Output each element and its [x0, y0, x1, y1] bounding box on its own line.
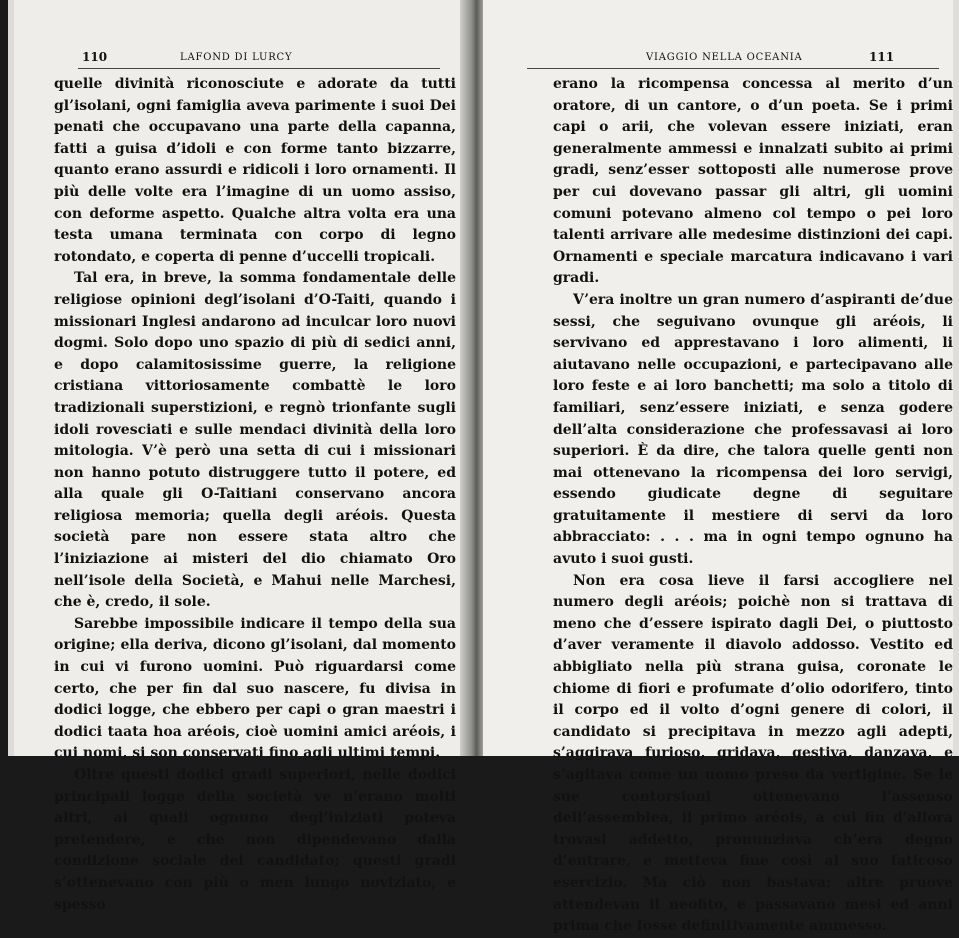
body-text	[553, 74, 953, 938]
paragraph: Oltre questi dodici gradi superiori, nelle dodici principali logge della società ve n’erano molti altri, ai quali ognuno degl’iniziati poteva pretendere, e che non dipendevano dalla condizione sociale del candidato; questi gradi s’ottenevano con più o men lungo noviziato, e spesso	[54, 767, 456, 913]
left-page	[8, 0, 468, 913]
body-text	[54, 74, 456, 916]
page-number: 110	[82, 50, 108, 64]
paragraph: quelle divinità riconosciute e adorate da tutti gl’isolani, ogni famiglia aveva parimente i suoi Dei penati che occupavano una parte della capanna, fatti a guisa d’idoli e con forme tanto bizzarre, quanto erano assurdi e ridicoli i loro ornamenti. Il più delle volte era l’imagine di un uomo assiso, con deforme aspetto. Qualche altra volta era una testa umana terminata con corpo di legno rotondato, e coperta di penne d’uccelli tropicali.	[54, 76, 456, 265]
header-rule	[527, 68, 939, 69]
page-number: 111	[869, 50, 895, 64]
paragraph: V’era inoltre un gran numero d’aspiranti de’due sessi, che seguivano ovunque gli aréois, li servivano ed apprestavano i loro alimenti, li aiutavano nelle occupazioni, e partecipavano alle loro feste e ai loro banchetti; ma solo a titolo di familiari, senz’essere iniziati, e senza godere dell’alta considerazione che professavasi ai loro superiori. È da dire, che talora quelle genti non mai ottenevano la ricompensa dei loro servigi, essendo giudicate degne di seguitare gratuitamente il mestiere di servi da loro abbracciato: . . . ma in ogni tempo ognuno ha avuto i suoi gusti.	[553, 291, 953, 568]
paragraph: Non era cosa lieve il farsi accogliere nel numero degli aréois; poichè non si trattava di meno che d’essere ispirato dagli Dei, o piuttosto d’aver veramente il diavolo addosso. Vestito ed abbigliato nella più strana guisa, coronate le chiome di fiori e profumate d’olio odorifero, tinto il corpo ed il volto d’ogni genere di colori, il candidato si precipitava in mezzo agli adepti, s’aggirava furioso, gridava, gestiva, danzava, e s’agitava come un uomo preso da vertigine. Se le sue contorsioni ottenevano l’assenso dell’assemblea, il primo aréois, a cui fin d’allora trovasi addetto, pronunziava ch’era degno d’entrare, e metteva fine così al suo faticoso esercizio. Ma ciò non bastava; altre pruove attendevan il neofito, e passavano mesi ed anni prima che fosse definitivamente ammesso.	[553, 572, 953, 935]
paragraph: erano la ricompensa concessa al merito d’un oratore, di un cantore, o d’un poeta. Se i primi capi o arii, che volevan essere iniziati, eran generalmente ammessi e innalzati subito ai primi gradi, senz’esser sottoposti alle numerose prove per cui dovevano passar gli altri, gli uomini comuni potevano almeno col tempo o pei loro talenti arrivare alle medesime distinzioni dei capi. Ornamenti e speciale marcatura indicavano i vari gradi.	[553, 76, 953, 287]
running-head: LAFOND DI LURCY	[180, 52, 293, 63]
paragraph: Sarebbe impossibile indicare il tempo della sua origine; ella deriva, dicono gl’isolani, dal momento in cui vi furono uomini. Può riguardarsi come certo, che per fin dal suo nascere, fu divisa in dodici logge, che ebbero per capi o gran maestri i dodici taata hoa aréois, cioè uomini amici aréois, i cui nomi, si son conservati fino agli ultimi tempi.	[54, 615, 456, 762]
running-head: VIAGGIO NELLA OCEANIA	[646, 52, 803, 63]
paragraph: Tal era, in breve, la somma fondamentale delle religiose opinioni degl’isolani d’O-Taiti, quando i missionari Inglesi andarono ad inculcar loro nuovi dogmi. Solo dopo uno spazio di più di sedici anni, e dopo calamitosissime guerre, la religione cristiana vittoriosamente combattè le loro tradizionali superstizioni, e regnò trionfante sugli idoli rovesciati e sulle mendaci divinità della loro mitologia. V’è però una setta di cui i missionari non hanno potuto distruggere tutto il potere, ed alla quale gli O-Taitiani conservano ancora religiosa memoria; quella degli aréois. Questa società pare non essere stata altro che l’iniziazione ai misteri del dio chiamato Oro nell’isole della Società, e Mahui nelle Marchesi, che è, credo, il sole.	[54, 270, 456, 611]
header-rule	[78, 68, 440, 69]
right-page	[483, 0, 959, 935]
